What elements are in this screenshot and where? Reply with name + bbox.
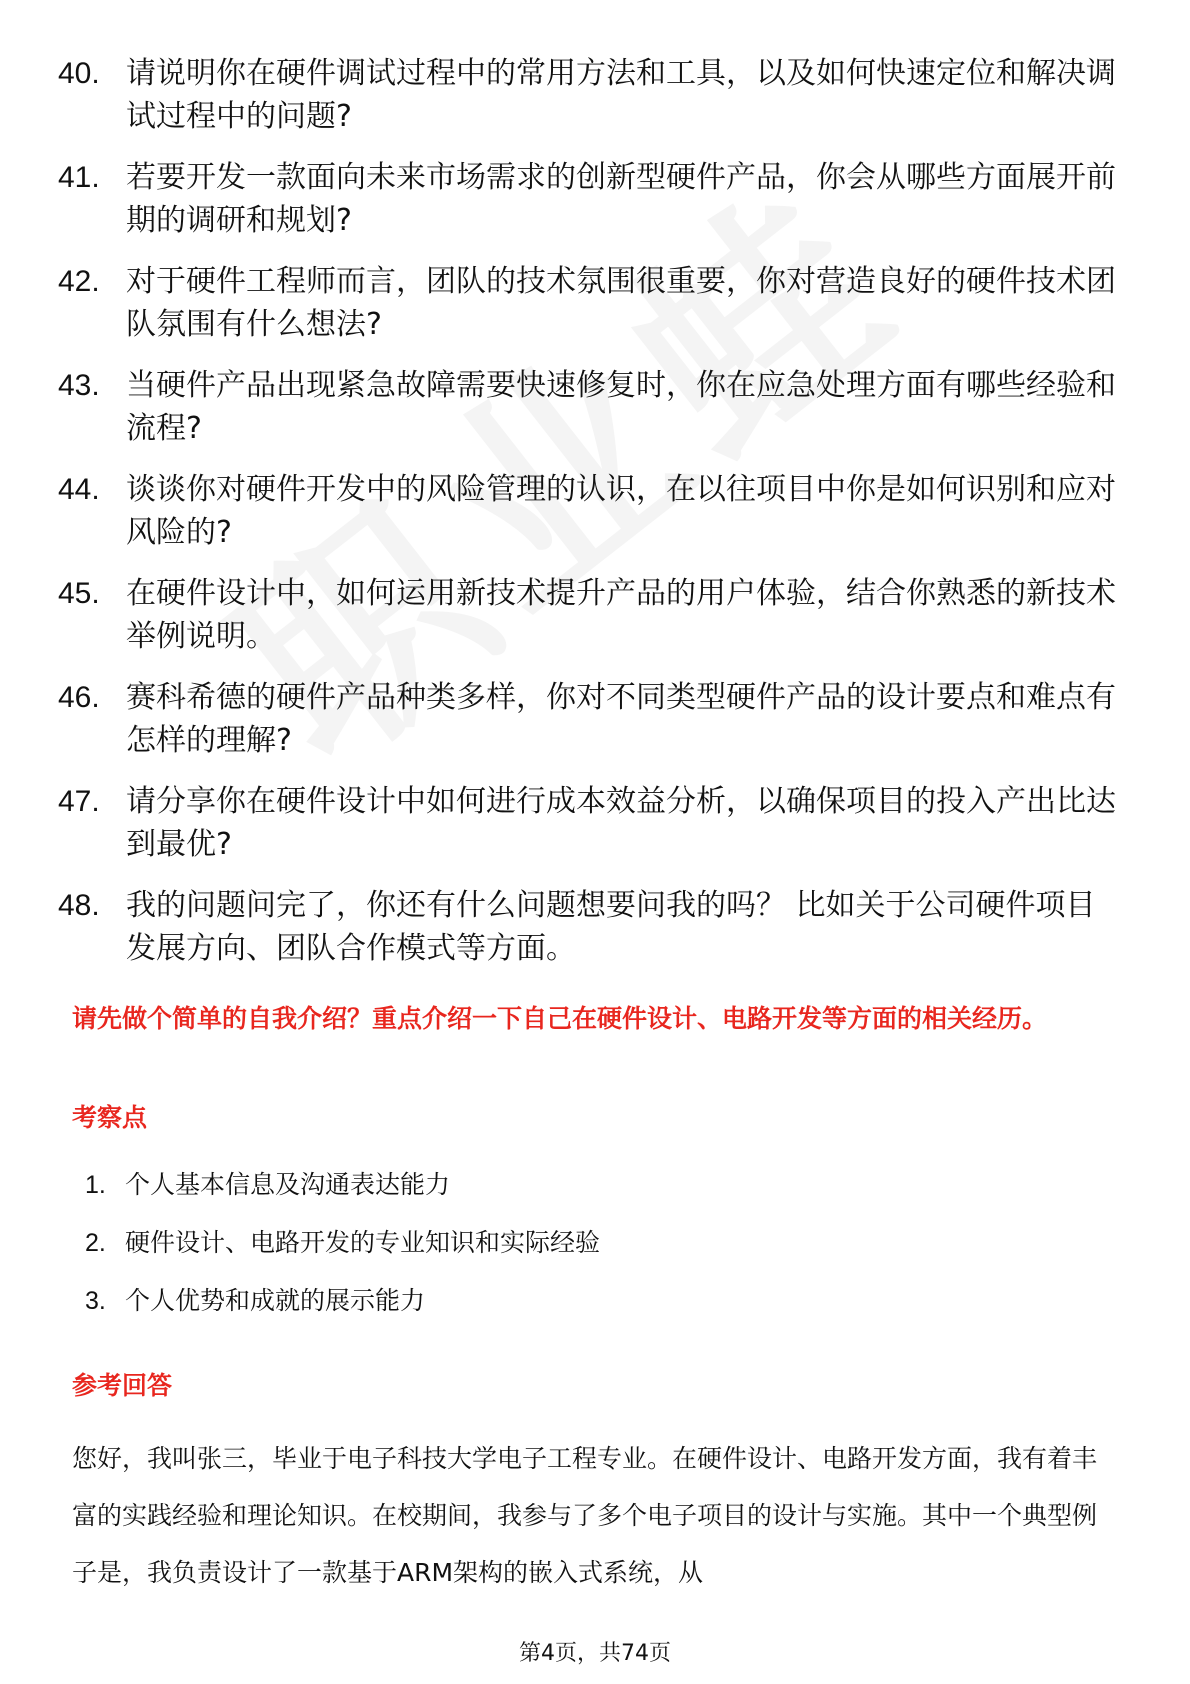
- question-item: [58, 364, 1118, 450]
- question-text: 在硬件设计中，如何运用新技术提升产品的用户体验，结合你熟悉的新技术举例说明。: [126, 576, 1116, 654]
- point-item: [85, 1226, 600, 1260]
- point-text: 硬件设计、电路开发的专业知识和实际经验: [125, 1228, 601, 1257]
- question-item: [58, 780, 1118, 866]
- question-item: [58, 884, 1118, 970]
- point-text: 个人优势和成就的展示能力: [125, 1286, 426, 1315]
- question-item: [58, 260, 1118, 346]
- page-footer: 第4页，共74页: [519, 1641, 671, 1666]
- question-text: 当硬件产品出现紧急故障需要快速修复时，你在应急处理方面有哪些经验和流程?: [126, 368, 1116, 446]
- question-number: 40.: [58, 57, 100, 90]
- points-list: [85, 1168, 600, 1342]
- question-number: 41.: [58, 161, 100, 194]
- question-text: 赛科希德的硬件产品种类多样，你对不同类型硬件产品的设计要点和难点有怎样的理解?: [126, 680, 1116, 758]
- question-text: 对于硬件工程师而言，团队的技术氛围很重要，你对营造良好的硬件技术团队氛围有什么想法?: [126, 264, 1116, 342]
- point-number: 2.: [85, 1229, 106, 1257]
- question-text: 请说明你在硬件调试过程中的常用方法和工具，以及如何快速定位和解决调试过程中的问题?: [126, 56, 1116, 134]
- question-item: [58, 572, 1118, 658]
- question-number: 43.: [58, 369, 100, 402]
- question-text: 谈谈你对硬件开发中的风险管理的认识，在以往项目中你是如何识别和应对风险的?: [126, 472, 1116, 550]
- question-text: 请分享你在硬件设计中如何进行成本效益分析，以确保项目的投入产出比达到最优?: [126, 784, 1116, 862]
- question-text: 若要开发一款面向未来市场需求的创新型硬件产品，你会从哪些方面展开前期的调研和规划?: [126, 160, 1116, 238]
- point-item: [85, 1284, 600, 1318]
- question-number: 44.: [58, 473, 100, 506]
- answer-heading: 参考回答: [72, 1371, 173, 1400]
- question-number: 46.: [58, 681, 100, 714]
- question-number: 48.: [58, 889, 100, 922]
- question-text: 我的问题问完了，你还有什么问题想要问我的吗？ 比如关于公司硬件项目发展方向、团队合作模式等方面。: [126, 888, 1096, 966]
- point-number: 1.: [85, 1171, 106, 1199]
- question-item: [58, 156, 1118, 242]
- answer-paragraph: 您好，我叫张三，毕业于电子科技大学电子工程专业。在硬件设计、电路开发方面，我有着丰富的实践经验和理论知识。在校期间，我参与了多个电子项目的设计与实施。其中一个典型例子是，我负责设计了一款基于ARM架构的嵌入式系统，从: [72, 1444, 1098, 1587]
- question-number: 47.: [58, 785, 100, 818]
- point-text: 个人基本信息及沟通表达能力: [125, 1170, 451, 1199]
- question-item: [58, 676, 1118, 762]
- question-number: 42.: [58, 265, 100, 298]
- section-title: 请先做个简单的自我介绍？重点介绍一下自己在硬件设计、电路开发等方面的相关经历。: [72, 1004, 1048, 1033]
- question-item: [58, 468, 1118, 554]
- question-item: [58, 52, 1118, 138]
- point-number: 3.: [85, 1287, 106, 1315]
- points-heading: 考察点: [72, 1103, 148, 1132]
- question-number: 45.: [58, 577, 100, 610]
- question-list: [58, 52, 1118, 988]
- point-item: [85, 1168, 600, 1202]
